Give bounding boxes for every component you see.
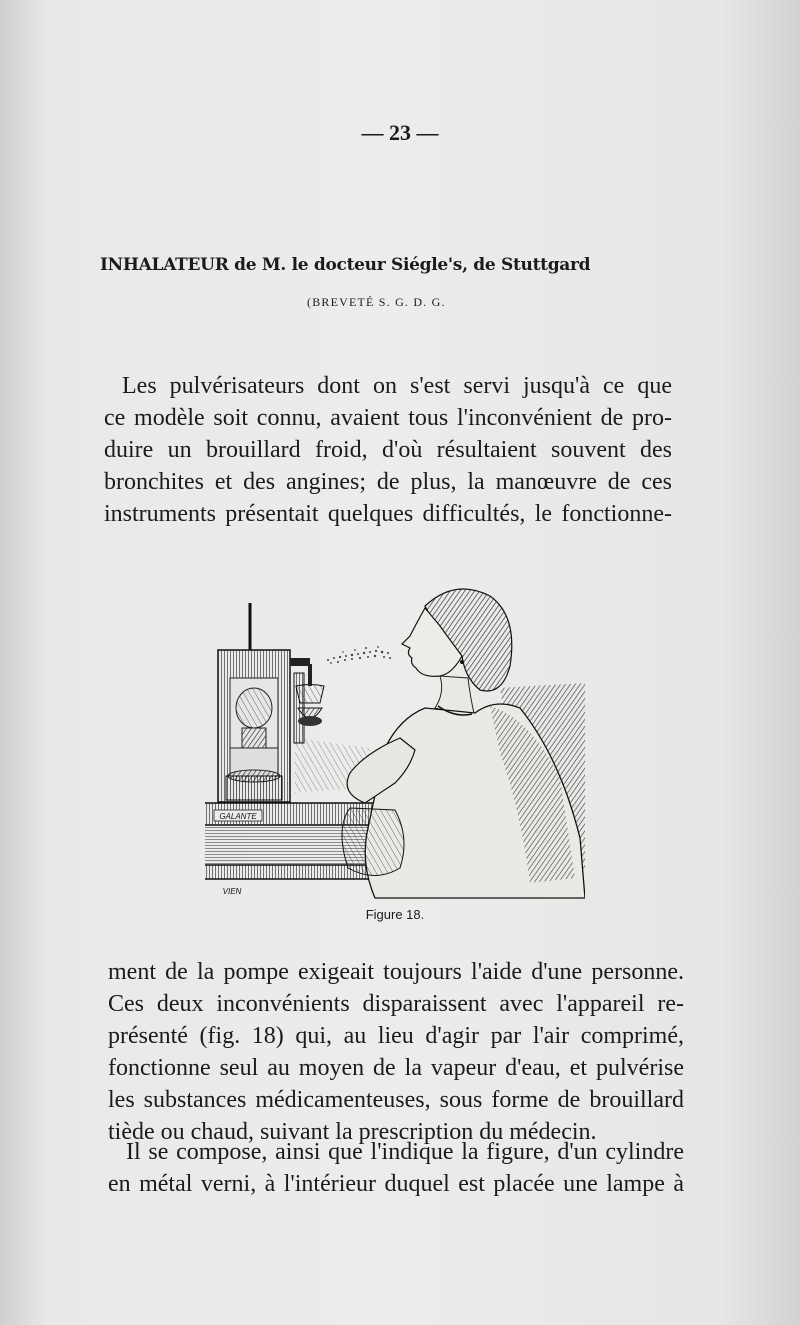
- text-line: tiède ou chaud, suivant la prescription du médecin.: [108, 1119, 597, 1145]
- patent-note: (BREVETÉ S. G. D. G.: [307, 295, 446, 309]
- text-line: Les pulvérisateurs dont on s'est servi jusqu'à ce que: [122, 373, 672, 399]
- text-line: instruments présentait quelques difficultés, le fonctionne-: [104, 501, 672, 527]
- paragraph-1: [104, 370, 672, 530]
- page-number: — 23 —: [361, 120, 439, 145]
- text-line: Il se compose, ainsi que l'indique la figure, d'un cylindre: [126, 1139, 684, 1165]
- text-line: les substances médicamenteuses, sous forme de brouillard: [108, 1087, 684, 1113]
- engraver-signature: VIEN: [222, 887, 242, 896]
- text-line: Ces deux inconvénients disparaissent avec l'appareil re-: [108, 991, 684, 1017]
- text-line: ment de la pompe exigeait toujours l'aide d'une personne.: [108, 959, 684, 985]
- show-through-text: [100, 160, 680, 191]
- section-title: INHALATEUR de M. le docteur Siégle's, de Stuttgard: [100, 255, 591, 275]
- text-line: présenté (fig. 18) qui, au lieu d'agir par l'air comprimé,: [108, 1023, 684, 1049]
- text-line: bronchites et des angines; de plus, la manœuvre de ces: [104, 469, 672, 495]
- paragraph-3: [108, 1136, 684, 1200]
- spray-mist: [327, 646, 391, 664]
- text-line: duire un brouillard froid, d'où résultaient souvent des: [104, 437, 672, 463]
- text-line: en métal verni, à l'intérieur duquel est placée une lampe à: [108, 1171, 684, 1197]
- figure-caption: [0, 907, 800, 922]
- text-line: ce modèle soit connu, avaient tous l'inconvénient de pro-: [104, 405, 672, 431]
- text-line: fonctionne seul au moyen de la vapeur d'eau, et pulvérise: [108, 1055, 684, 1081]
- caption-text: Figure 18.: [365, 907, 425, 922]
- engraving-illustration: [200, 578, 585, 903]
- paragraph-2: [108, 956, 684, 1148]
- device-maker-label: GALANTE: [219, 812, 257, 821]
